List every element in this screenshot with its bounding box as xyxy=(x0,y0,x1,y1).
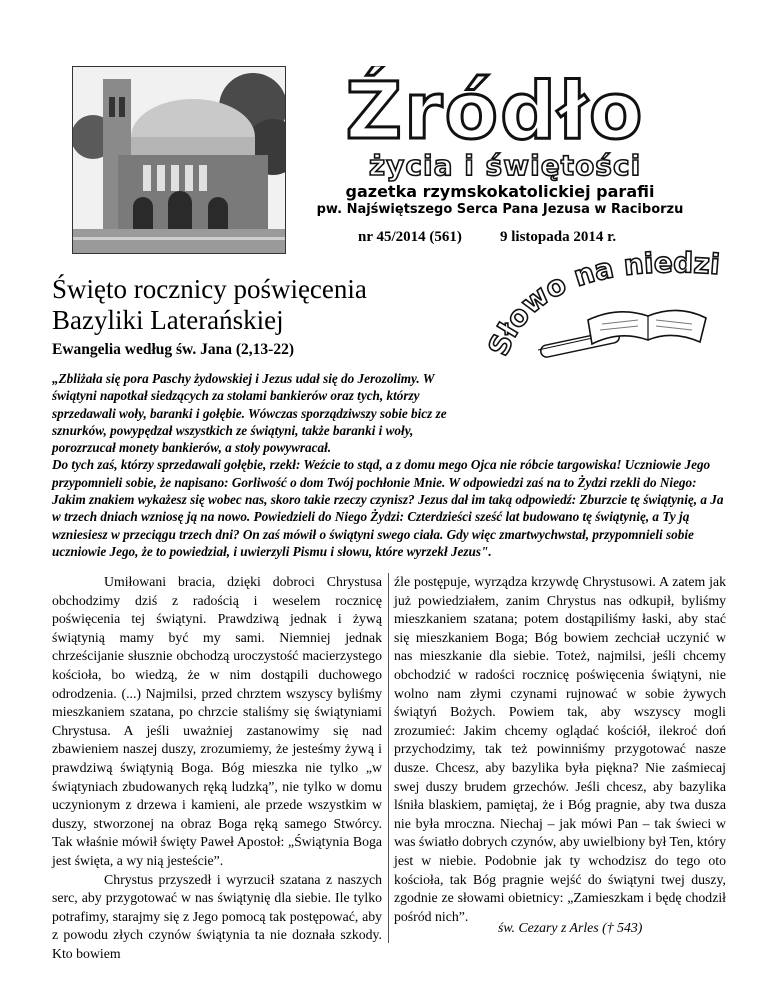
article-title-line1: Święto rocznicy poświęcenia xyxy=(52,274,367,304)
gospel-text-wide: Do tych zaś, którzy sprzedawali gołębie, rzekł: Weźcie to stąd, a z domu mego Ojca nie róbcie targowiska! Uczniowie Jego przypomnieli sobie, że napisano: Gorliwość o dom Twój pochłonie Mnie. W odpowiedzi zaś na to Żydzi rzekli do Niego: Jakim znakiem wykażesz się wobec nas, skoro takie rzeczy czynisz? Jezus dał im taką odpowiedź: Zburzcie tę świątynię, a Ja w trzech dniach wzniosę ją na nowo. Powiedzieli do Niego Żydzi: Czterdzieści sześć lat budowano tę świątynię, a Ty ją wzniesiesz w przeciągu trzech dni? On zaś mówił o świątyni swego ciała. Gdy więc zmartwychwstał, przypomnieli sobie uczniowie Jego, że to powiedział, i uwierzyli Pismu i słowu, które wyrzekł Jezus". xyxy=(52,457,724,559)
logo-subtitle xyxy=(315,145,695,183)
tagline: gazetka rzymskokatolickiej parafii xyxy=(345,182,655,201)
gospel-text xyxy=(52,370,724,560)
column-left xyxy=(52,573,382,963)
slowo-label-text: Słowo na niedzi xyxy=(481,246,721,361)
logo-title-text: Źródło xyxy=(345,67,645,148)
gospel-text-narrow: „Zbliżała się pora Paschy żydowskiej i Jezus udał się do Jerozolimy. W świątyni napotkał siedzących za stołami bankierów oraz tych, którzy sprzedawali woły, baranki i gołębie. Wówczas sporządziwszy sobie bicz ze sznurków, powypędzał wszystkich ze świątyni, także baranki i woły, porozrzucał monety bankierów, a stoły powywracał. xyxy=(52,371,447,456)
author-signature: św. Cezary z Arles († 543) xyxy=(498,920,643,935)
open-book-icon xyxy=(588,310,706,344)
gospel-reference: Ewangelia według św. Jana (2,13-22) xyxy=(52,341,294,358)
issue-date: 9 listopada 2014 r. xyxy=(500,229,617,245)
parish-name: pw. Najświętszego Serca Pana Jezusa w Raciborzu xyxy=(316,202,684,217)
slowo-na-niedziele-graphic xyxy=(478,240,728,380)
paragraph: źle postępuje, wyrządza krzywdę Chrystusowi. A zatem jak już powiedziałem, zanim Chrystus nas odkupił, byliśmy mieszkaniem szatana; potem dostąpiliśmy łaski, aby stać się mieszkaniem Boga; Bóg bowiem zechciał uczynić w nas mieszkanie dla siebie. Toteż, najmilsi, jeśli chcemy obchodzić w radości rocznicę poświęcenia świątyni, nie wolno nam złymi czynami rujnować w sobie żywych świątyń Bożych. Powiem tak, aby wszyscy mogli zrozumieć: Jakim chcemy oglądać kościół, ilekroć doń przychodzimy, tak też powinniśmy przygotować nasze dusze. Chcesz, aby bazylika była piękna? Nie zaśmiecaj swej duszy brudem grzechów. Jeśli chcesz, aby bazylika lśniła blaskiem, pamiętaj, że i Bóg pragnie, aby twa dusza nie była mroczna. Niechaj – jak mówi Pan – tak świeci w was światło dobrych czynów, aby uwielbiony był Ten, który jest w niebie. Podobnie jak ty wchodzisz do tego oto kościoła, tak Bóg pragnie wejść do świątyni twej duszy, zgodnie ze słowami obietnicy: „Zamieszkam i będę chodził pośród nich”. xyxy=(394,574,727,924)
church-photo xyxy=(72,66,286,254)
paragraph: Umiłowani bracia, dzięki dobroci Chrystusa obchodzimy dziś z radością i weselem rocznicę poświęcenia tej świątyni. Prawdziwą jednak i żywą świątynią mamy być my sami. Niemniej jednak chrześcijanie słusznie obchodzą uroczystość macierzystego kościoła, bo wiedzą, że w nim dostąpili duchowego odrodzenia. (...) Najmilsi, przed chrztem wszyscy byliśmy mieszkaniem szatana, po chrzcie staliśmy się świątyniami Chrystusa. A jeśli uważniej zastanowimy się nad zbawieniem naszej duszy, zrozumiemy, że jesteśmy żywą i prawdziwą świątynią Boga. Bóg mieszka nie tylko „w świątyniach zbudowanych ręką ludzką”, nie tylko w domu uczynionym z drzewa i kamieni, ale przede wszystkim w duszy, stworzonej na obraz Boga ręką samego Stwórcy. Tak właśnie mówił święty Paweł Apostoł: „Świątynia Boga jest święta, a wy nią jesteście”. xyxy=(52,574,382,868)
article-title-line2: Bazyliki Laterańskiej xyxy=(52,305,284,335)
column-divider xyxy=(388,573,389,943)
column-right xyxy=(394,573,726,926)
logo-title xyxy=(300,66,690,148)
issue-number: nr 45/2014 (561) xyxy=(358,229,462,245)
paragraph: Chrystus przyszedł i wyrzucił szatana z naszych serc, aby przygotować w nas świątynię dla siebie. Ile tylko potrafimy, starajmy się z Jego pomocą tak postępować, aby z powodu złych czynów świątynia ta nie doznała szkody. Kto bowiem xyxy=(52,871,382,961)
logo-subtitle-text: życia i świętości xyxy=(368,149,642,182)
